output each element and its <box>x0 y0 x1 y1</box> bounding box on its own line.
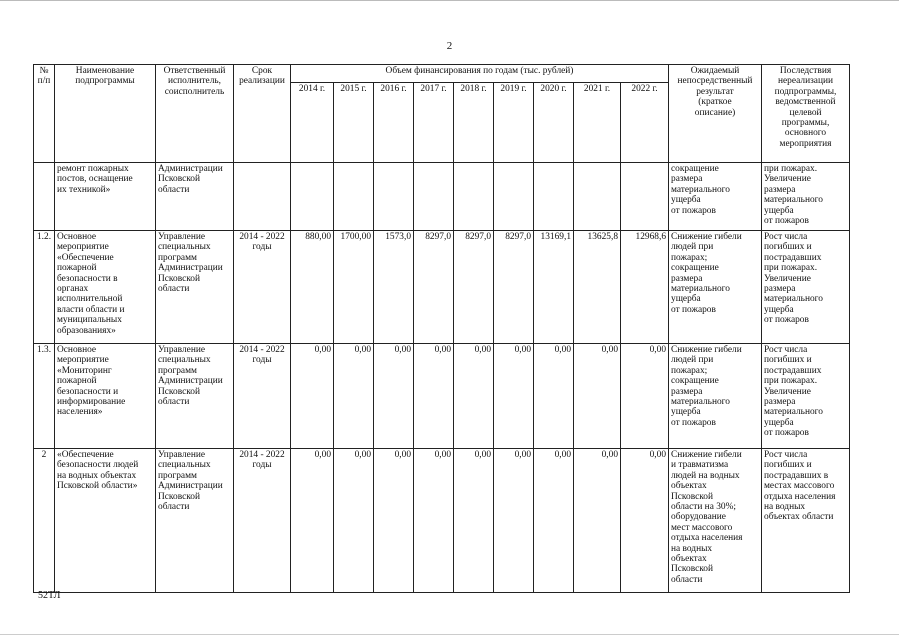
row-value: 0,00 <box>454 449 494 593</box>
row-value: 0,00 <box>291 449 334 593</box>
row-num: 2 <box>34 449 55 593</box>
row-num: 1.2. <box>34 231 55 344</box>
row-value: 0,00 <box>414 344 454 449</box>
table-row <box>34 449 850 593</box>
row-value: 8297,0 <box>494 231 534 344</box>
row-name: «Обеспечение безопасности людей на водных объектах Псковской области» <box>55 449 156 593</box>
footer-code: 52ТЛ <box>38 590 61 601</box>
row-term: 2014 - 2022 годы <box>234 449 291 593</box>
header-name: Наименование подпрограммы <box>55 65 156 163</box>
row-num: 1.3. <box>34 344 55 449</box>
row-result: Снижение гибели людей при пожарах; сокращение размера материального ущерба от пожаров <box>669 231 762 344</box>
row-value <box>494 163 534 231</box>
row-value: 0,00 <box>621 449 669 593</box>
header-funding: Объем финансирования по годам (тыс. рублей) <box>291 65 669 83</box>
row-responsible: Управление специальных программ Администрации Псковской области <box>156 449 234 593</box>
row-consequences: при пожарах. Увеличение размера материального ущерба от пожаров <box>762 163 850 231</box>
header-year: 2019 г. <box>494 83 534 163</box>
row-value: 0,00 <box>454 344 494 449</box>
row-value <box>534 163 574 231</box>
table-row <box>34 163 850 231</box>
row-value <box>454 163 494 231</box>
row-value: 0,00 <box>574 344 621 449</box>
row-name: ремонт пожарных постов, оснащение их техникой» <box>55 163 156 231</box>
row-value: 1700,00 <box>334 231 374 344</box>
row-value: 0,00 <box>334 449 374 593</box>
row-result: Снижение гибели людей при пожарах; сокращение размера материального ущерба от пожаров <box>669 344 762 449</box>
row-responsible: Администрации Псковской области <box>156 163 234 231</box>
header-term: Срок реализации <box>234 65 291 163</box>
header-consequences: Последствия нереализации подпрограммы, ведомственной целевой программы, основного мероприятия <box>762 65 850 163</box>
row-responsible: Управление специальных программ Администрации Псковской области <box>156 231 234 344</box>
row-value: 0,00 <box>374 344 414 449</box>
row-value: 0,00 <box>414 449 454 593</box>
row-term: 2014 - 2022 годы <box>234 344 291 449</box>
header-result: Ожидаемый непосредственный результат (краткое описание) <box>669 65 762 163</box>
table-row <box>34 344 850 449</box>
row-consequences: Рост числа погибших и пострадавших в местах массового отдыха населения на водных объектах области <box>762 449 850 593</box>
row-value: 8297,0 <box>454 231 494 344</box>
row-value: 0,00 <box>534 344 574 449</box>
header-num: № п/п <box>34 65 55 163</box>
header-year: 2020 г. <box>534 83 574 163</box>
header-year: 2015 г. <box>334 83 374 163</box>
table-row <box>34 231 850 344</box>
header-year: 2016 г. <box>374 83 414 163</box>
row-value <box>621 163 669 231</box>
header-responsible: Ответственный исполнитель, соисполнитель <box>156 65 234 163</box>
row-value: 0,00 <box>334 344 374 449</box>
row-value: 0,00 <box>494 344 534 449</box>
row-consequences: Рост числа погибших и пострадавших при пожарах. Увеличение размера материального ущерба от пожаров <box>762 344 850 449</box>
row-result: сокращение размера материального ущерба от пожаров <box>669 163 762 231</box>
row-value: 13625,8 <box>574 231 621 344</box>
header-year: 2021 г. <box>574 83 621 163</box>
row-term <box>234 163 291 231</box>
page-number: 2 <box>446 40 453 52</box>
row-name: Основное мероприятие «Обеспечение пожарной безопасности в органах исполнительной власти области и муниципальных образованиях» <box>55 231 156 344</box>
row-value <box>291 163 334 231</box>
row-value <box>414 163 454 231</box>
row-value <box>574 163 621 231</box>
funding-table <box>33 64 850 593</box>
row-value: 880,00 <box>291 231 334 344</box>
row-term: 2014 - 2022 годы <box>234 231 291 344</box>
header-row <box>34 65 850 83</box>
row-value: 0,00 <box>534 449 574 593</box>
row-value: 0,00 <box>574 449 621 593</box>
scan-edge-top <box>0 0 899 1</box>
row-responsible: Управление специальных программ Администрации Псковской области <box>156 344 234 449</box>
row-value <box>334 163 374 231</box>
header-year: 2017 г. <box>414 83 454 163</box>
row-value: 0,00 <box>494 449 534 593</box>
header-year: 2022 г. <box>621 83 669 163</box>
row-value: 13169,1 <box>534 231 574 344</box>
row-value: 1573,0 <box>374 231 414 344</box>
row-value <box>374 163 414 231</box>
row-consequences: Рост числа погибших и пострадавших при пожарах. Увеличение размера материального ущерба от пожаров <box>762 231 850 344</box>
row-name: Основное мероприятие «Мониторинг пожарной безопасности и информирование населения» <box>55 344 156 449</box>
row-value: 0,00 <box>621 344 669 449</box>
row-value: 12968,6 <box>621 231 669 344</box>
row-value: 8297,0 <box>414 231 454 344</box>
header-year: 2018 г. <box>454 83 494 163</box>
row-num <box>34 163 55 231</box>
header-year: 2014 г. <box>291 83 334 163</box>
row-value: 0,00 <box>374 449 414 593</box>
scan-edge-bottom <box>0 634 899 635</box>
row-value: 0,00 <box>291 344 334 449</box>
row-result: Снижение гибели и травматизма людей на водных объектах Псковской области на 30%; оборудование мест массового отдыха населения на водных объектах Псковской области <box>669 449 762 593</box>
